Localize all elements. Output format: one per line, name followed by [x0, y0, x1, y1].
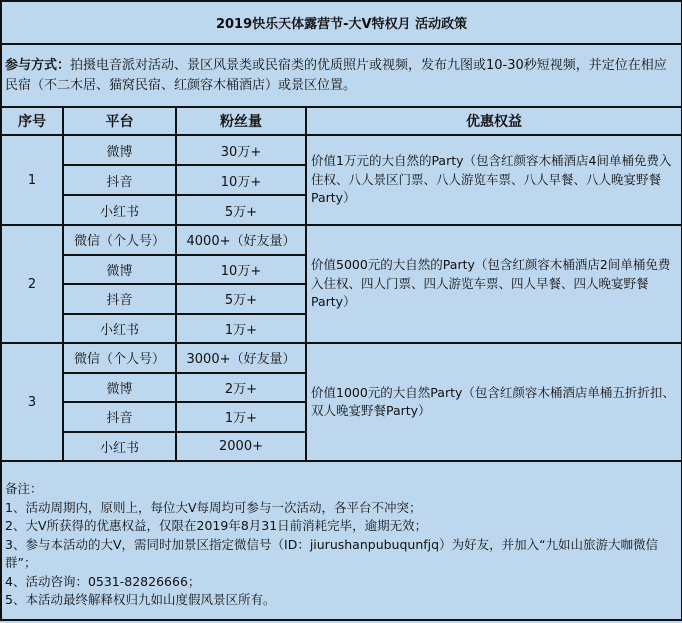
- benefit-cell: 价值1000元的大自然Party（包含红颜容木桶酒店单桶五折折扣、双人晚宴野餐Party）: [306, 343, 682, 461]
- fans-cell: 10万+: [176, 255, 306, 285]
- platform-cell: 小红书: [63, 432, 176, 462]
- platform-cell: 小红书: [63, 314, 176, 344]
- note-item: 3、参与本活动的大V，需同时加景区指定微信号（ID：jiurushanpubuqunfjq）为好友，并加入“九如山旅游大咖微信群”；: [5, 536, 659, 570]
- table-row: [1, 225, 682, 255]
- group-number: 1: [1, 135, 63, 225]
- notes-label: 备注：: [5, 481, 43, 496]
- platform-cell: 抖音: [63, 402, 176, 432]
- note-item: 2、大V所获得的优惠权益，仅限在2019年8月31日前消耗完毕，逾期无效；: [5, 518, 428, 533]
- platform-cell: 微博: [63, 373, 176, 403]
- header-benefit: 优惠权益: [306, 107, 682, 135]
- page-title: 2019快乐天体露营节-大V特权月 活动政策: [1, 1, 682, 44]
- participation-text: 拍摄电音派对活动、景区风景类或民宿类的优质照片或视频，发布九图或10-30秒短视频，并定位在相应民宿（不二木居、猫窝民宿、红颜容木桶酒店）或景区位置。: [5, 57, 667, 93]
- fans-cell: 30万+: [176, 135, 306, 165]
- participation-method: [1, 44, 682, 107]
- participation-label: 参与方式：: [5, 57, 71, 73]
- group-number: 2: [1, 225, 63, 343]
- note-item: 1、活动周期内，原则上，每位大V每周均可参与一次活动，各平台不冲突；: [5, 499, 422, 515]
- fans-cell: 5万+: [176, 284, 306, 314]
- platform-cell: 微博: [63, 255, 176, 285]
- fans-cell: 2万+: [176, 373, 306, 403]
- platform-cell: 微信（个人号）: [63, 343, 176, 373]
- table-row: [1, 135, 682, 165]
- fans-cell: 3000+（好友量）: [176, 343, 306, 373]
- platform-cell: 抖音: [63, 165, 176, 195]
- header-fans: 粉丝量: [176, 107, 306, 135]
- platform-cell: 小红书: [63, 195, 176, 225]
- benefit-cell: 价值5000元的大自然的Party（包含红颜容木桶酒店2间单桶免费入住权、四人门票、四人游览车票、四人早餐、四人晚宴野餐Party）: [306, 225, 682, 343]
- notes: [1, 461, 682, 620]
- header-platform: 平台: [63, 107, 176, 135]
- fans-cell: 1万+: [176, 402, 306, 432]
- table-row: [1, 343, 682, 373]
- fans-cell: 4000+（好友量）: [176, 225, 306, 255]
- fans-cell: 10万+: [176, 165, 306, 195]
- note-item: 4、活动咨询：0531-82826666；: [5, 573, 201, 589]
- header-no: 序号: [1, 107, 63, 135]
- group-number: 3: [1, 343, 63, 461]
- fans-cell: 5万+: [176, 195, 306, 225]
- note-item: 5、本活动最终解释权归九如山度假风景区所有。: [5, 592, 276, 607]
- platform-cell: 微博: [63, 135, 176, 165]
- benefit-cell: 价值1万元的大自然的Party（包含红颜容木桶酒店4间单桶免费入住权、八人景区门票、八人游览车票、八人早餐、八人晚宴野餐Party）: [306, 135, 682, 225]
- platform-cell: 微信（个人号）: [63, 225, 176, 255]
- platform-cell: 抖音: [63, 284, 176, 314]
- fans-cell: 2000+: [176, 432, 306, 462]
- fans-cell: 1万+: [176, 314, 306, 344]
